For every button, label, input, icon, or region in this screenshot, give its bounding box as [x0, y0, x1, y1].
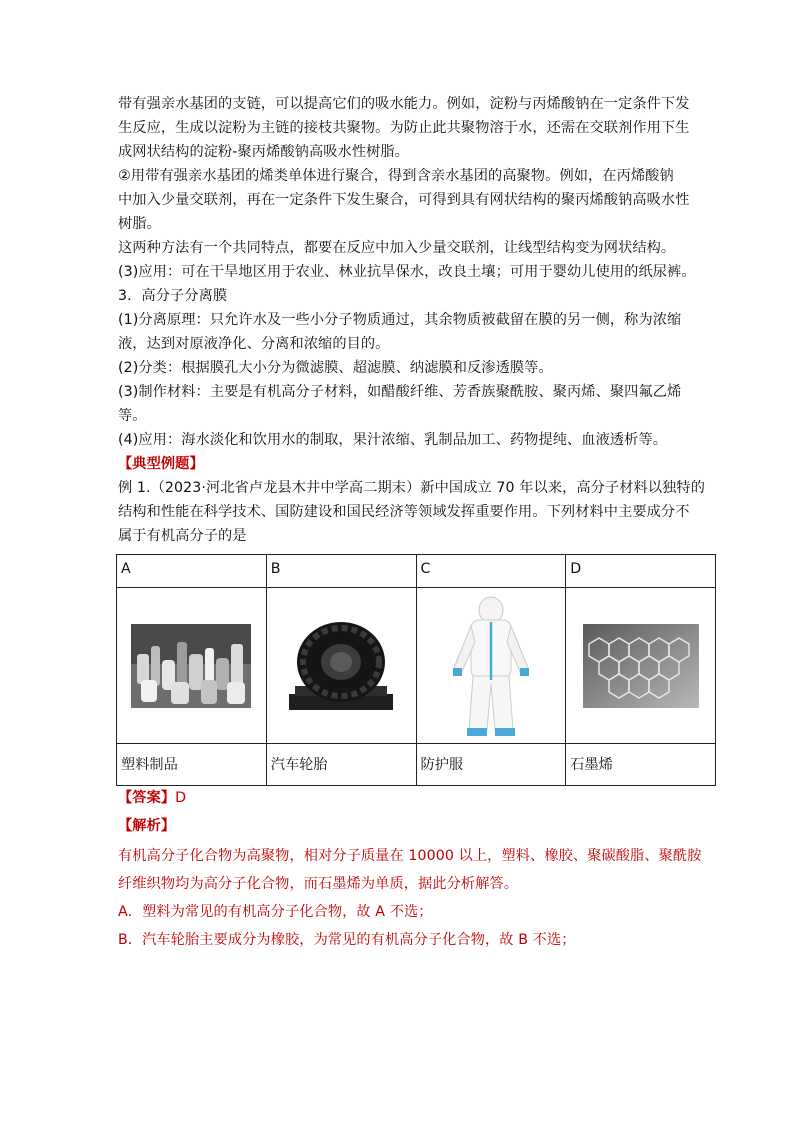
analysis-line: 有机高分子化合物为高聚物，相对分子质量在 10000 以上，塑料、橡胶、聚碳酸脂、聚酰胺 — [118, 848, 702, 864]
text-line: 等。 — [118, 408, 147, 424]
protective-suit-photo — [441, 592, 541, 740]
option-d-letter: D — [566, 555, 716, 588]
text-line: (3)制作材料：主要是有机高分子材料，如醋酸纤维、芳香族聚酰胺、聚丙烯、聚四氟乙烯 — [118, 384, 682, 400]
text-line: 树脂。 — [118, 216, 161, 232]
option-c-image-cell — [416, 588, 566, 744]
text-line: (3)应用：可在干旱地区用于农业、林业抗旱保水，改良土壤；可用于婴幼儿使用的纸尿裤。 — [118, 264, 696, 280]
answer-line — [118, 786, 678, 810]
question-line: 属于有机高分子的是 — [118, 528, 247, 544]
options-table — [116, 554, 716, 786]
answer-label: 【答案】 — [118, 790, 176, 806]
analysis-line: A．塑料为常见的有机高分子化合物，故 A 不选； — [118, 904, 433, 920]
options-caption-row — [117, 744, 716, 786]
options-image-row — [117, 588, 716, 744]
answer-value: D — [175, 790, 187, 806]
option-a-letter: A — [117, 555, 267, 588]
plastic-products-photo — [131, 624, 251, 708]
text-line: 带有强亲水基团的支链，可以提高它们的吸水能力。例如，淀粉与丙烯酸钠在一定条件下发 — [118, 96, 690, 112]
section-heading: 3．高分子分离膜 — [118, 288, 228, 304]
option-a-caption: 塑料制品 — [117, 744, 267, 786]
analysis-text — [118, 842, 702, 954]
text-line: 这两种方法有一个共同特点，都要在反应中加入少量交联剂，让线型结构变为网状结构。 — [118, 240, 676, 256]
text-line: (2)分类：根据膜孔大小分为微滤膜、超滤膜、纳滤膜和反渗透膜等。 — [118, 360, 553, 376]
text-line: (4)应用：海水淡化和饮用水的制取，果汁浓缩、乳制品加工、药物提纯、血液透析等。 — [118, 432, 668, 448]
analysis-line: 纤维织物均为高分子化合物，而石墨烯为单质，据此分析解答。 — [118, 876, 519, 892]
option-d-image-cell — [566, 588, 716, 744]
option-a-image-cell — [117, 588, 267, 744]
question-text — [118, 476, 705, 548]
text-line: 成网状结构的淀粉-聚丙烯酸钠高吸水性树脂。 — [118, 144, 409, 160]
option-b-image-cell — [266, 588, 416, 744]
car-tire-photo — [285, 616, 397, 716]
text-line: 中加入少量交联剂，再在一定条件下发生聚合，可得到具有网状结构的聚丙烯酸钠高吸水性 — [118, 192, 690, 208]
graphene-photo — [583, 624, 699, 708]
body-text — [118, 92, 696, 452]
question-line: 结构和性能在科学技术、国防建设和国民经济等领域发挥重要作用。下列材料中主要成分不 — [118, 504, 690, 520]
page-content — [118, 92, 705, 954]
text-line: 生反应，生成以淀粉为主链的接枝共聚物。为防止此共聚物溶于水，还需在交联剂作用下生 — [118, 120, 690, 136]
options-letter-row — [117, 555, 716, 588]
question-line: 例 1.（2023·河北省卢龙县木井中学高二期末）新中国成立 70 年以来，高分子材料以独特的 — [118, 480, 705, 496]
option-c-caption: 防护服 — [416, 744, 566, 786]
example-heading: 【典型例题】 — [118, 456, 204, 472]
analysis-line: B．汽车轮胎主要成分为橡胶，为常见的有机高分子化合物，故 B 不选； — [118, 932, 576, 948]
text-line: 液，达到对原液净化、分离和浓缩的目的。 — [118, 336, 390, 352]
text-line: ②用带有强亲水基团的烯类单体进行聚合，得到含亲水基团的高聚物。例如，在丙烯酸钠 — [118, 168, 674, 184]
option-b-caption: 汽车轮胎 — [266, 744, 416, 786]
analysis-label: 【解析】 — [118, 818, 176, 834]
option-b-letter: B — [266, 555, 416, 588]
text-line: (1)分离原理：只允许水及一些小分子物质通过，其余物质被截留在膜的另一侧，称为浓缩 — [118, 312, 682, 328]
option-c-letter: C — [416, 555, 566, 588]
option-d-caption: 石墨烯 — [566, 744, 716, 786]
